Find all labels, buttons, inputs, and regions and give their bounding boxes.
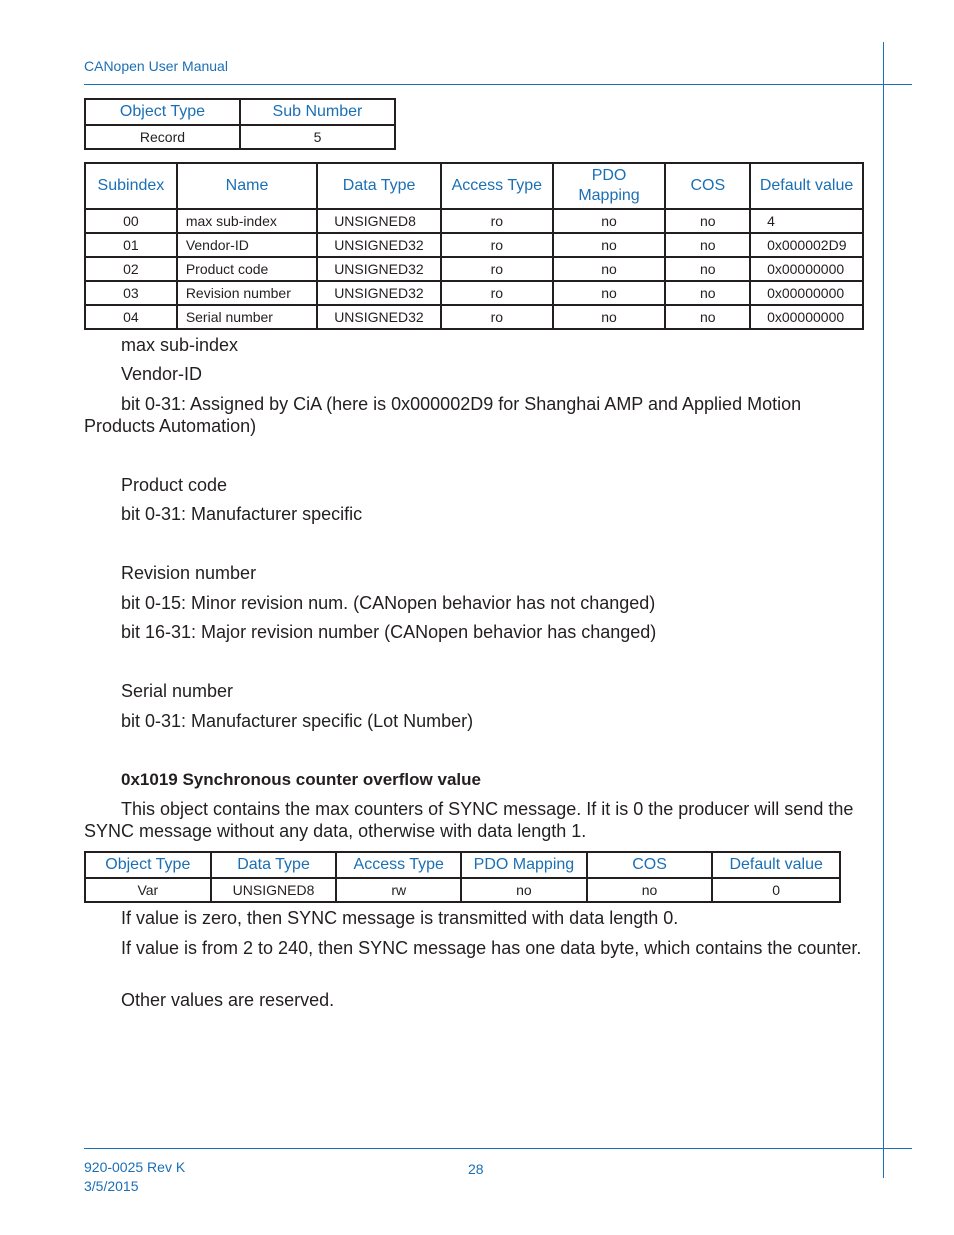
header-cell: PDO Mapping bbox=[461, 852, 587, 878]
table-cell: no bbox=[553, 209, 666, 233]
table-row bbox=[85, 233, 863, 257]
table-cell: ro bbox=[441, 209, 553, 233]
header-cell: Data Type bbox=[211, 852, 337, 878]
side-rule bbox=[883, 42, 884, 1178]
table-cell: 0x00000000 bbox=[750, 305, 863, 329]
table-row bbox=[85, 878, 840, 902]
table-cell: Serial number bbox=[177, 305, 317, 329]
table-cell: 03 bbox=[85, 281, 177, 305]
table-cell: 02 bbox=[85, 257, 177, 281]
doc-number: 920-0025 Rev K bbox=[84, 1159, 186, 1175]
revision-major-description: bit 16-31: Major revision number (CANopen behavior has changed) bbox=[121, 622, 657, 642]
table-cell: Vendor-ID bbox=[177, 233, 317, 257]
table-cell: ro bbox=[441, 281, 553, 305]
table-cell: no bbox=[461, 878, 587, 902]
footer-info bbox=[84, 1158, 185, 1196]
table-row bbox=[85, 281, 863, 305]
table-row bbox=[85, 305, 863, 329]
object-type-table bbox=[84, 98, 396, 150]
serial-number-description: bit 0-31: Manufacturer specific (Lot Number) bbox=[121, 711, 474, 731]
table-cell: ro bbox=[441, 257, 553, 281]
table-cell: 00 bbox=[85, 209, 177, 233]
table-cell: no bbox=[553, 305, 666, 329]
product-code-description: bit 0-31: Manufacturer specific bbox=[121, 504, 363, 524]
page-number: 28 bbox=[468, 1161, 484, 1177]
product-code-label: Product code bbox=[121, 475, 228, 495]
table-cell: rw bbox=[336, 878, 461, 902]
header-cell: COS bbox=[587, 852, 713, 878]
table-row bbox=[85, 209, 863, 233]
table-row bbox=[85, 125, 395, 149]
table-header-row bbox=[85, 99, 395, 125]
header-cell: Data Type bbox=[317, 163, 441, 209]
header-cell: PDO Mapping bbox=[553, 163, 666, 209]
table-cell: no bbox=[553, 281, 666, 305]
max-sub-index-label: max sub-index bbox=[121, 335, 239, 355]
header-cell: Object Type bbox=[85, 852, 211, 878]
table-cell: ro bbox=[441, 233, 553, 257]
sync-object-table bbox=[84, 851, 841, 903]
header-rule bbox=[84, 84, 912, 85]
header-cell: Object Type bbox=[85, 99, 240, 125]
table-cell: max sub-index bbox=[177, 209, 317, 233]
note-zero: If value is zero, then SYNC message is transmitted with data length 0. bbox=[121, 908, 679, 928]
vendor-id-label: Vendor-ID bbox=[121, 364, 203, 384]
header-cell: Default value bbox=[712, 852, 840, 878]
table-cell: 0x00000000 bbox=[750, 257, 863, 281]
table-cell: Record bbox=[85, 125, 240, 149]
header-cell: Subindex bbox=[85, 163, 177, 209]
note-range: If value is from 2 to 240, then SYNC message has one data byte, which contains the counter. bbox=[121, 938, 862, 958]
table-cell: 0 bbox=[712, 878, 840, 902]
section-heading: 0x1019 Synchronous counter overflow value bbox=[121, 770, 481, 789]
table-cell: ro bbox=[441, 305, 553, 329]
table-cell: 5 bbox=[240, 125, 395, 149]
vendor-id-description: bit 0-31: Assigned by CiA (here is 0x000002D9 for Shanghai AMP and Applied Motion Products Automation) bbox=[84, 394, 802, 436]
table-cell: no bbox=[665, 257, 750, 281]
table-cell: 0x000002D9 bbox=[750, 233, 863, 257]
table-cell: no bbox=[665, 281, 750, 305]
table-cell: no bbox=[553, 233, 666, 257]
revision-minor-description: bit 0-15: Minor revision num. (CANopen behavior has not changed) bbox=[121, 593, 656, 613]
table-cell: no bbox=[553, 257, 666, 281]
note-other: Other values are reserved. bbox=[121, 990, 335, 1010]
table-header-row bbox=[85, 852, 840, 878]
table-cell: Revision number bbox=[177, 281, 317, 305]
footer-rule bbox=[84, 1148, 912, 1149]
table-cell: 4 bbox=[750, 209, 863, 233]
table-header-row bbox=[85, 163, 863, 209]
header-cell: Name bbox=[177, 163, 317, 209]
header-cell: Access Type bbox=[441, 163, 553, 209]
table-cell: 01 bbox=[85, 233, 177, 257]
revision-number-label: Revision number bbox=[121, 563, 257, 583]
section-description: This object contains the max counters of SYNC message. If it is 0 the producer will send the SYNC message without any data, otherwise with data length 1. bbox=[84, 799, 854, 841]
table-cell: UNSIGNED8 bbox=[211, 878, 337, 902]
table-cell: no bbox=[665, 233, 750, 257]
table-cell: 0x00000000 bbox=[750, 281, 863, 305]
table-cell: UNSIGNED8 bbox=[317, 209, 441, 233]
header-cell: Access Type bbox=[336, 852, 461, 878]
serial-number-label: Serial number bbox=[121, 681, 234, 701]
header-cell: Sub Number bbox=[240, 99, 395, 125]
table-cell: no bbox=[587, 878, 713, 902]
table-cell: no bbox=[665, 209, 750, 233]
subindex-table bbox=[84, 162, 864, 330]
table-cell: UNSIGNED32 bbox=[317, 257, 441, 281]
table-cell: Var bbox=[85, 878, 211, 902]
table-cell: UNSIGNED32 bbox=[317, 305, 441, 329]
table-cell: UNSIGNED32 bbox=[317, 233, 441, 257]
header-cell: COS bbox=[665, 163, 750, 209]
table-cell: Product code bbox=[177, 257, 317, 281]
table-cell: UNSIGNED32 bbox=[317, 281, 441, 305]
doc-date: 3/5/2015 bbox=[84, 1178, 139, 1194]
table-cell: no bbox=[665, 305, 750, 329]
header-cell: Default value bbox=[750, 163, 863, 209]
table-cell: 04 bbox=[85, 305, 177, 329]
header-title: CANopen User Manual bbox=[84, 58, 228, 74]
table-row bbox=[85, 257, 863, 281]
